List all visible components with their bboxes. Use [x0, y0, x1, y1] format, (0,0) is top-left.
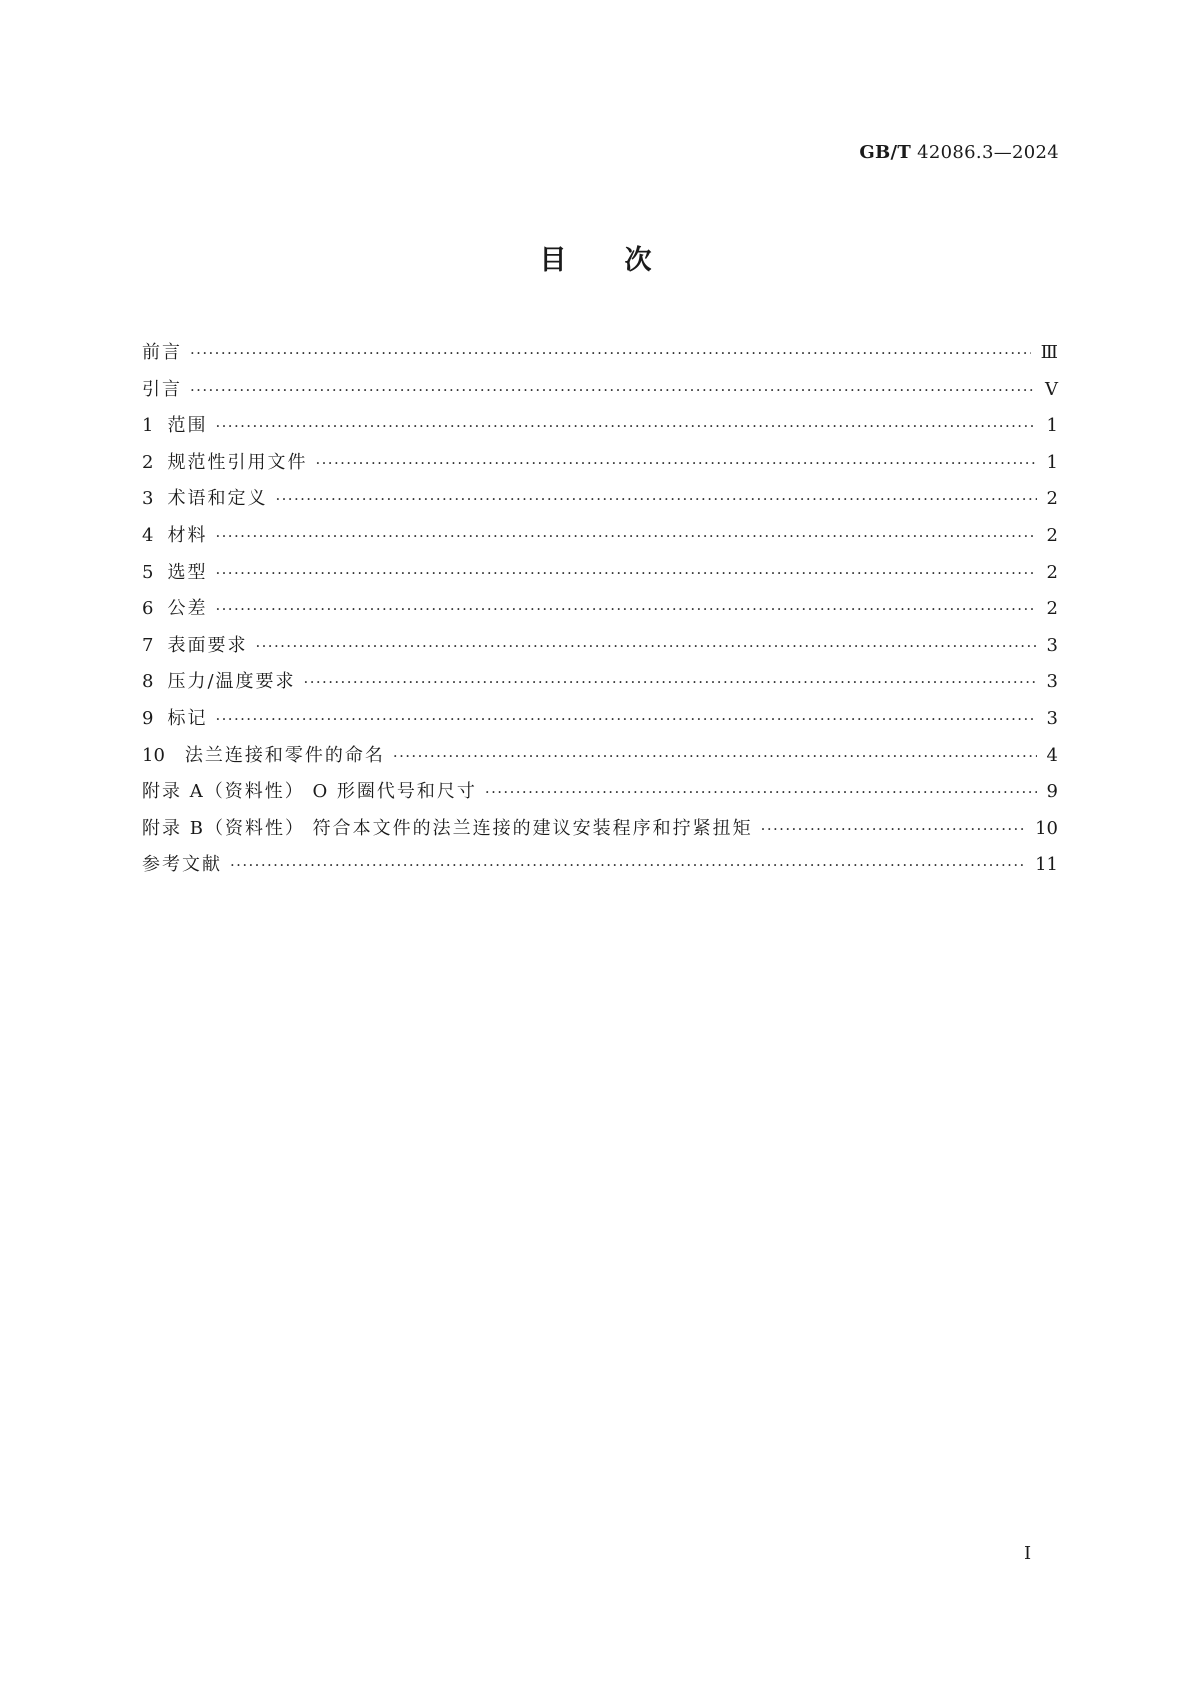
toc-entry-page: 11: [1035, 854, 1058, 876]
toc-entry-scope[interactable]: [142, 411, 1058, 448]
dot-leader: [315, 454, 1036, 472]
dot-leader: [190, 381, 1035, 399]
dot-leader: [255, 637, 1036, 655]
toc-entry-label: 规范性引用文件: [167, 451, 308, 473]
dot-leader: [215, 417, 1036, 435]
toc-entry-label: 前言: [142, 342, 182, 363]
toc-entry-marking[interactable]: [142, 704, 1058, 741]
toc-entry-normative-references[interactable]: [142, 448, 1058, 485]
toc-entry-page: 1: [1046, 451, 1058, 473]
toc-entry-foreword[interactable]: [142, 338, 1058, 375]
toc-entry-number: 4: [142, 524, 154, 546]
page-title: [0, 238, 1191, 277]
dot-leader: [485, 783, 1037, 801]
toc-entry-number: 7: [142, 634, 154, 656]
toc-entry-page: 10: [1035, 817, 1058, 839]
toc-entry-page: 2: [1046, 488, 1058, 510]
toc-entry-number: 3: [142, 488, 154, 510]
toc-entry-bibliography[interactable]: [142, 850, 1058, 887]
toc-entry-page: 9: [1046, 781, 1058, 803]
dot-leader: [215, 600, 1036, 618]
title-char-2: 次: [624, 245, 652, 276]
toc-entry-label: 材料: [167, 524, 208, 546]
dot-leader: [304, 673, 1037, 691]
dot-leader: [275, 490, 1036, 508]
toc-entry-page: 3: [1046, 707, 1058, 729]
dot-leader: [215, 710, 1036, 728]
toc-entry-surface-requirements[interactable]: [142, 631, 1058, 668]
dot-leader: [230, 856, 1025, 874]
dot-leader: [393, 747, 1037, 765]
toc-entry-number: 10: [142, 744, 165, 766]
toc-entry-label: 表面要求: [167, 634, 248, 656]
page-folio: Ⅰ: [1024, 1543, 1032, 1564]
toc-entry-label: 压力/温度要求: [167, 671, 296, 693]
toc-entry-page: 3: [1046, 634, 1058, 656]
toc-entry-label: 参考文献: [142, 854, 222, 876]
toc-entry-flange-designation[interactable]: [142, 741, 1058, 778]
title-char-1: 目: [539, 245, 567, 276]
toc-entry-label: 范围: [167, 415, 208, 437]
toc-entry-label: 术语和定义: [167, 488, 268, 510]
toc-entry-number: 8: [142, 671, 154, 693]
dot-leader: [215, 564, 1036, 582]
toc-entry-label: 引言: [142, 378, 182, 400]
toc-entry-annex-a[interactable]: [142, 777, 1058, 814]
toc-entry-number: 1: [142, 415, 154, 437]
toc-entry-page: 2: [1046, 598, 1058, 620]
toc-entry-introduction[interactable]: [142, 375, 1058, 412]
dot-leader: [215, 527, 1036, 545]
toc-entry-label: 选型: [167, 561, 208, 583]
dot-leader: [190, 344, 1031, 362]
standard-number: 42086.3—2024: [917, 142, 1059, 163]
toc-entry-number: 6: [142, 598, 154, 620]
toc-entry-label: 标记: [167, 707, 208, 729]
toc-entry-page: 2: [1046, 524, 1058, 546]
toc-entry-page: Ⅲ: [1040, 342, 1058, 363]
toc-entry-label: 附录 A（资料性） O 形圈代号和尺寸: [142, 781, 477, 803]
toc-entry-number: 5: [142, 561, 154, 583]
toc-entry-page: 2: [1046, 561, 1058, 583]
toc-entry-page: Ⅴ: [1045, 378, 1058, 400]
standard-code: [859, 142, 1059, 163]
standard-prefix: GB/T: [859, 142, 912, 163]
toc-entry-pressure-temperature[interactable]: [142, 667, 1058, 704]
toc-entry-number: 9: [142, 707, 154, 729]
dot-leader: [761, 820, 1025, 838]
toc-entry-selection[interactable]: [142, 558, 1058, 595]
toc-entry-label: 附录 B（资料性） 符合本文件的法兰连接的建议安装程序和拧紧扭矩: [142, 817, 753, 839]
toc-entry-terms-definitions[interactable]: [142, 484, 1058, 521]
toc-entry-page: 4: [1046, 744, 1058, 766]
table-of-contents: [142, 338, 1058, 887]
toc-entry-materials[interactable]: [142, 521, 1058, 558]
toc-entry-label: 法兰连接和零件的命名: [184, 744, 385, 766]
toc-entry-page: 1: [1046, 415, 1058, 437]
toc-entry-number: 2: [142, 451, 154, 473]
toc-entry-page: 3: [1046, 671, 1058, 693]
toc-entry-tolerances[interactable]: [142, 594, 1058, 631]
toc-entry-label: 公差: [167, 598, 208, 620]
toc-entry-annex-b[interactable]: [142, 814, 1058, 851]
